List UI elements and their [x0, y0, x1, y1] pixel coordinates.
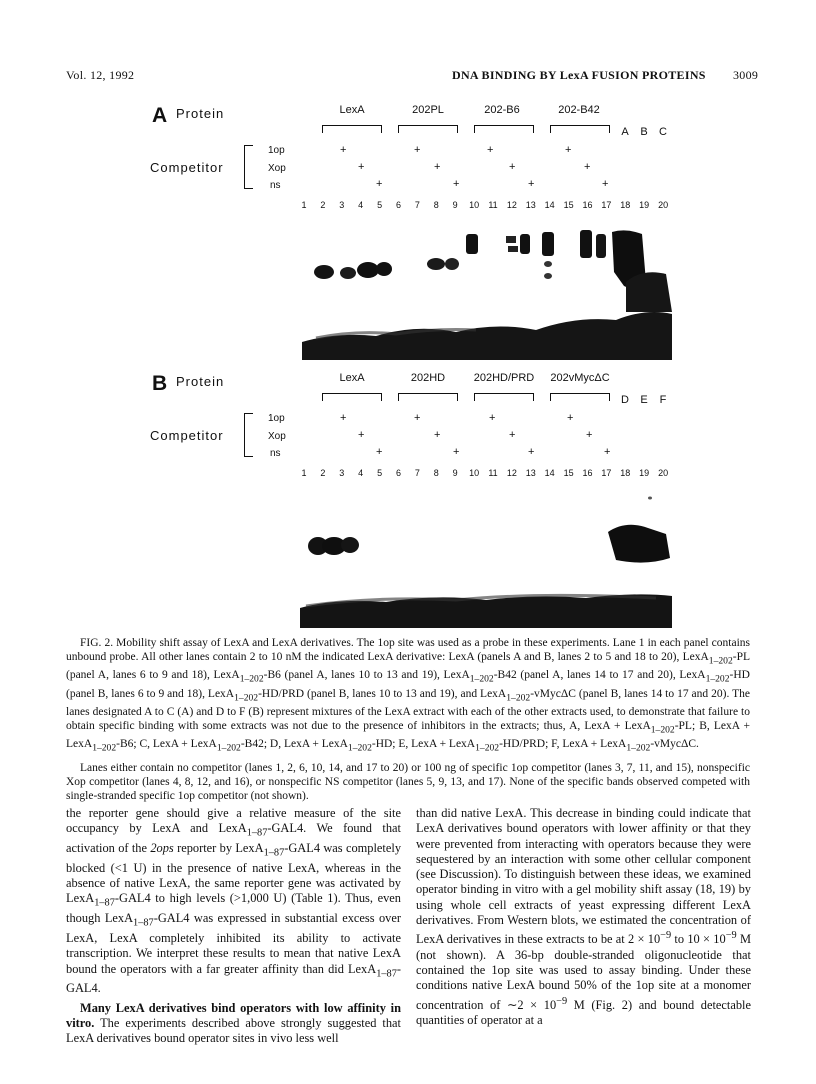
- panel-b-protein-label: Protein: [176, 374, 225, 389]
- panel-a-plus-lane13: +: [528, 178, 535, 190]
- panel-a-row-1op: 1op: [268, 145, 285, 156]
- caption-paragraph-2: Lanes either contain no competitor (lanes 1, 2, 6, 10, 14, and 17 to 20) or 100 ng of specific 1op competitor (lanes 3, 7, 11, and 15), nonspecific Xop competitor (lanes 4, 8, 12, and 16), or nonspecific NS competitor (lanes 5, 9, 13, and 17). None of the specific bands observed competed with single-stranded specific 1op competitor (not shown).: [66, 762, 750, 803]
- panel-a-plus-lane3: +: [340, 144, 347, 156]
- panel-b-bracket-202vmyc: [550, 393, 610, 401]
- panel-a-row-ns: ns: [270, 180, 281, 191]
- running-header-title: DNA BINDING BY LexA FUSION PROTEINS: [452, 68, 706, 82]
- panel-a-row-xop: Xop: [268, 163, 286, 174]
- lane-number: 6: [395, 200, 401, 210]
- lane-number: 4: [358, 200, 364, 210]
- lane-number: 19: [639, 200, 650, 210]
- lane-number: 14: [544, 200, 555, 210]
- panel-a-plus-lane8: +: [434, 161, 441, 173]
- panel-b-group-202hdprd: 202HD/PRD: [473, 372, 535, 384]
- body-column-left: [66, 806, 401, 1047]
- panel-a-competitor-brace: [244, 145, 253, 189]
- panel-a-letter: A: [152, 104, 168, 127]
- lane-number: 2: [320, 200, 326, 210]
- panel-a-plus-lane15: +: [565, 144, 572, 156]
- lane-number: 17: [601, 468, 612, 478]
- section-heading: Many LexA derivatives bind operators with low affinity in vitro.: [66, 1000, 401, 1030]
- panel-a-bracket-202pl: [398, 125, 458, 133]
- lane-number: 1: [301, 200, 307, 210]
- lane-number: 8: [433, 200, 439, 210]
- lane-number: 3: [339, 468, 345, 478]
- panel-b-plus-lane15: +: [567, 412, 574, 424]
- lane-number: 9: [452, 468, 458, 478]
- lane-number: 17: [601, 200, 612, 210]
- panel-b-plus-lane5: +: [376, 446, 383, 458]
- lane-number: 14: [544, 468, 555, 478]
- lane-number: 10: [469, 468, 480, 478]
- panel-b-group-202vmyc: 202vMycΔC: [550, 372, 610, 384]
- panel-b-plus-lane3: +: [340, 412, 347, 424]
- panel-b-letter: B: [152, 372, 168, 395]
- panel-a-bracket-lexa: [322, 125, 382, 133]
- panel-a-mix-c: C: [659, 126, 667, 138]
- panel-b-competitor-label: Competitor: [150, 428, 224, 443]
- panel-b-plus-lane12: +: [509, 429, 516, 441]
- lane-number: 5: [377, 200, 383, 210]
- panel-a-group-lexa: LexA: [339, 104, 365, 116]
- panel-a-mix-a: A: [621, 126, 629, 138]
- lane-number: 11: [488, 468, 498, 478]
- lane-number: 15: [563, 200, 574, 210]
- lane-number: 5: [377, 468, 383, 478]
- lane-number: 20: [658, 200, 669, 210]
- panel-a-plus-lane12: +: [509, 161, 516, 173]
- lane-number: 13: [525, 468, 536, 478]
- panel-b-group-lexa: LexA: [339, 372, 365, 384]
- panel-b-group-202hd: 202HD: [410, 372, 446, 384]
- lane-number: 15: [563, 468, 574, 478]
- lane-number: 19: [639, 468, 650, 478]
- panel-b-mix-f: F: [659, 394, 667, 406]
- lane-number: 2: [320, 468, 326, 478]
- panel-a-protein-label: Protein: [176, 106, 225, 121]
- lane-number: 7: [414, 200, 420, 210]
- panel-a-plus-lane16: +: [584, 161, 591, 173]
- panel-b-row-xop: Xop: [268, 431, 286, 442]
- panel-b-bracket-lexa: [322, 393, 382, 401]
- figure-caption: [66, 636, 750, 809]
- lane-number: 16: [582, 468, 593, 478]
- lane-number: 16: [582, 200, 593, 210]
- panel-a-gel-image: [296, 212, 678, 360]
- panel-a-group-202b42: 202-B42: [558, 104, 600, 116]
- panel-b-plus-lane9: +: [453, 446, 460, 458]
- lane-number: 6: [395, 468, 401, 478]
- lane-number: 4: [358, 468, 364, 478]
- panel-a-plus-lane7: +: [414, 144, 421, 156]
- lane-number: 18: [620, 468, 631, 478]
- panel-a-plus-lane5: +: [376, 178, 383, 190]
- running-header-volume: Vol. 12, 1992: [66, 68, 135, 82]
- panel-a-plus-lane17: +: [602, 178, 609, 190]
- body-right-paragraph-1: than did native LexA. This decrease in binding could indicate that LexA derivatives bound operators with lower affinity or that they were prevented from interacting with operators because they were sequestered by an interaction with some other cellular component (see Discussion). To distinguish between these ideas, we examined operator binding in vitro with a gel mobility shift assay (18, 19) by using whole cell extracts of yeast expressing different LexA derivatives. From Western blots, we estimated the concentration of LexA derivatives in these extracts to be at $2 \times 10^{-9}$ to $10 \times 10^{-9}$ M (not shown). A 36-bp double-stranded oligonucleotide that contained the 1op site was used to assay binding. Under these conditions native LexA bound 50% of the 1op site at a monomer concentration of ∼2 × $10^{-9}$ M (Fig. 2) and bound detectable quantities of operator at a: [416, 806, 751, 1028]
- body-left-paragraph-1: the reporter gene should give a relative measure of the site occupancy by LexA and LexA$_{1-87}$-GAL4. We found that activation of the 2ops reporter by LexA$_{1-87}$-GAL4 was completely blocked (<1 U) in the presence of native LexA, whereas in the absence of native LexA, the same reporter gene was activated by LexA$_{1-87}$-GAL4 to high levels (>1,000 U) (Table 1). Thus, even though LexA$_{1-87}$-GAL4 was expressed in substantial excess over LexA, LexA completely inhibited its ability to activate transcription. We interpret these results to mean that native LexA bound the operators with a far greater affinity than did LexA$_{1-87}$-GAL4.: [66, 806, 402, 996]
- panel-a-bracket-202b6: [474, 125, 534, 133]
- lane-number: 7: [414, 468, 420, 478]
- body-column-right: [416, 806, 751, 1028]
- lane-number: 12: [506, 468, 517, 478]
- panel-a-group-202pl: 202PL: [412, 104, 444, 116]
- panel-a-bracket-202b42: [550, 125, 610, 133]
- panel-b-row-1op: 1op: [268, 413, 285, 424]
- lane-number: 8: [433, 468, 439, 478]
- panel-b-plus-lane11: +: [489, 412, 496, 424]
- lane-number: 10: [469, 200, 480, 210]
- panel-b-plus-lane4: +: [358, 429, 365, 441]
- caption-paragraph-1: FIG. 2. Mobility shift assay of LexA and LexA derivatives. The 1op site was used as a probe in these experiments. Lane 1 in each panel contains unbound probe. All other lanes contain 2 to 10 nM the indicated LexA derivative: LexA (panels A and B, lanes 2 to 5 and 18 to 20), LexA$_{1-202}$-PL (panel A, lanes 6 to 9 and 18), LexA$_{1-202}$-B6 (panel A, lanes 10 to 13 and 19), LexA$_{1-202}$-B42 (panel A, lanes 14 to 17 and 20), LexA$_{1-202}$-HD (panel B, lanes 6 to 9 and 18), LexA$_{1-202}$-HD/PRD (panel B, lanes 10 to 13 and 19), and LexA$_{1-202}$-vMycΔC (panel B, lanes 14 to 17 and 20). The lanes designated A to C (A) and D to F (B) represent mixtures of the LexA extract with each of the other extracts used, to demonstrate that failure to obtain specific binding with some extracts was not due to the presence of inhibitors in the extracts; thus, A, LexA + LexA$_{1-202}$-PL; B, LexA + LexA$_{1-202}$-B6; C, LexA + LexA$_{1-202}$-B42; D, LexA + LexA$_{1-202}$-HD; E, LexA + LexA$_{1-202}$-HD/PRD; F, LexA + LexA$_{1-202}$-vMycΔC.: [66, 637, 750, 754]
- panel-a-competitor-label: Competitor: [150, 160, 224, 175]
- panel-b-plus-lane17: +: [604, 446, 611, 458]
- panel-b-row-ns: ns: [270, 448, 281, 459]
- lane-number: 20: [658, 468, 669, 478]
- panel-b-competitor-brace: [244, 413, 253, 457]
- body-left-paragraph-2: Many LexA derivatives bind operators with low affinity in vitro. The experiments described above strongly suggested that LexA derivatives bound operator sites in vivo less well: [66, 1000, 401, 1046]
- panel-b-bracket-202hd: [398, 393, 458, 401]
- panel-b-plus-lane7: +: [414, 412, 421, 424]
- panel-a-plus-lane4: +: [358, 161, 365, 173]
- panel-b-plus-lane16: +: [586, 429, 593, 441]
- lane-number: 12: [506, 200, 517, 210]
- panel-b-plus-lane13: +: [528, 446, 535, 458]
- lane-number: 9: [452, 200, 458, 210]
- lane-number: 13: [525, 200, 536, 210]
- lane-number: 3: [339, 200, 345, 210]
- lane-number: 11: [488, 200, 498, 210]
- panel-a-plus-lane11: +: [487, 144, 494, 156]
- lane-number: 1: [301, 468, 307, 478]
- panel-a-plus-lane9: +: [453, 178, 460, 190]
- panel-b-gel-image: [296, 486, 678, 628]
- panel-b-mix-d: D: [621, 394, 629, 406]
- panel-a-group-202b6: 202-B6: [484, 104, 520, 116]
- running-header-page: 3009: [733, 68, 759, 82]
- panel-b-bracket-202hdprd: [474, 393, 534, 401]
- panel-b-plus-lane8: +: [434, 429, 441, 441]
- lane-number: 18: [620, 200, 631, 210]
- panel-b-mix-e: E: [640, 394, 648, 406]
- panel-a-mix-b: B: [640, 126, 648, 138]
